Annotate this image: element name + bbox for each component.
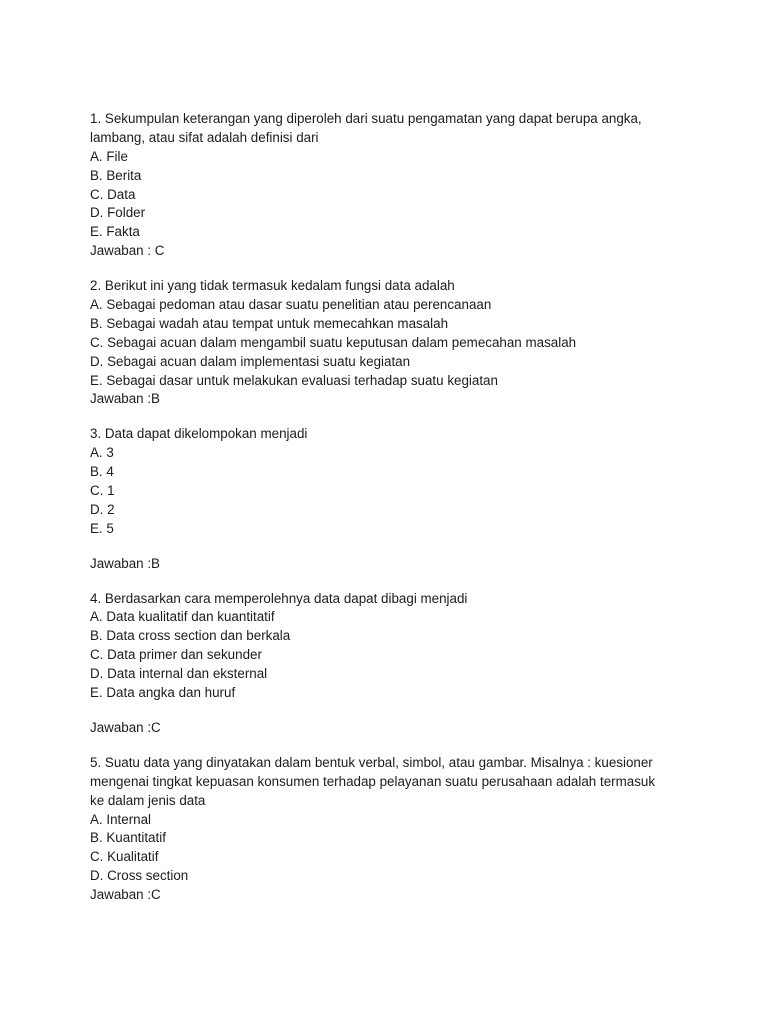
option-d: D. Data internal dan eksternal: [90, 666, 268, 682]
question-stem-line: 5. Suatu data yang dinyatakan dalam bentuk verbal, simbol, atau gambar. Misalnya : kuesioner: [90, 754, 653, 770]
answer-line: Jawaban :C: [90, 887, 161, 903]
answer-line: Jawaban :B: [90, 391, 160, 407]
option-e: E. Data angka dan huruf: [90, 685, 236, 701]
question-stem-line: 1. Sekumpulan keterangan yang diperoleh dari suatu pengamatan yang dapat berupa angka,: [90, 111, 642, 126]
answer-line: Jawaban : C: [90, 243, 165, 259]
option-d: D. 2: [90, 501, 115, 517]
option-e: E. Sebagai dasar untuk melakukan evaluasi terhadap suatu kegiatan: [90, 372, 498, 388]
question-3: [90, 425, 690, 538]
option-a: A. Internal: [90, 811, 152, 827]
option-a: A. 3: [90, 445, 114, 461]
option-d: D. Sebagai acuan dalam implementasi suatu kegiatan: [90, 353, 411, 369]
question-5: [90, 754, 690, 905]
spacer: [90, 703, 690, 719]
question-stem-line: 4. Berdasarkan cara memperolehnya data dapat dibagi menjadi: [90, 590, 468, 606]
option-b: B. Kuantitatif: [90, 830, 166, 846]
option-a: A. File: [90, 148, 128, 164]
answer-line: Jawaban :B: [90, 555, 160, 571]
answer-line: Jawaban :C: [90, 719, 161, 735]
option-c: C. Data: [90, 186, 136, 202]
spacer: [90, 574, 690, 590]
option-c: C. Kualitatif: [90, 849, 159, 865]
spacer: [90, 261, 690, 277]
question-2: [90, 277, 690, 409]
option-d: D. Folder: [90, 205, 146, 221]
option-d: D. Cross section: [90, 868, 189, 884]
question-stem-line: 3. Data dapat dikelompokan menjadi: [90, 426, 308, 442]
option-c: C. 1: [90, 483, 115, 499]
option-c: C. Sebagai acuan dalam mengambil suatu keputusan dalam pemecahan masalah: [90, 334, 577, 350]
question-4: [90, 590, 690, 703]
option-e: E. 5: [90, 520, 114, 536]
option-a: A. Data kualitatif dan kuantitatif: [90, 609, 275, 625]
option-b: B. Berita: [90, 167, 142, 183]
spacer: [90, 738, 690, 754]
option-b: B. Data cross section dan berkala: [90, 628, 291, 644]
document-page: [90, 110, 690, 905]
option-a: A. Sebagai pedoman atau dasar suatu penelitian atau perencanaan: [90, 297, 492, 313]
spacer: [90, 409, 690, 425]
question-stem-line: 2. Berikut ini yang tidak termasuk kedalam fungsi data adalah: [90, 278, 455, 294]
option-c: C. Data primer dan sekunder: [90, 647, 262, 663]
question-stem-line: ke dalam jenis data: [90, 792, 206, 808]
option-b: B. Sebagai wadah atau tempat untuk memecahkan masalah: [90, 315, 449, 331]
option-e: E. Fakta: [90, 224, 140, 240]
spacer: [90, 539, 690, 555]
question-1: [90, 110, 690, 261]
option-b: B. 4: [90, 464, 114, 480]
question-stem-line: mengenai tingkat kepuasan konsumen terhadap pelayanan suatu perusahaan adalah termasuk: [90, 773, 656, 789]
question-stem-line: lambang, atau sifat adalah definisi dari: [90, 129, 319, 145]
